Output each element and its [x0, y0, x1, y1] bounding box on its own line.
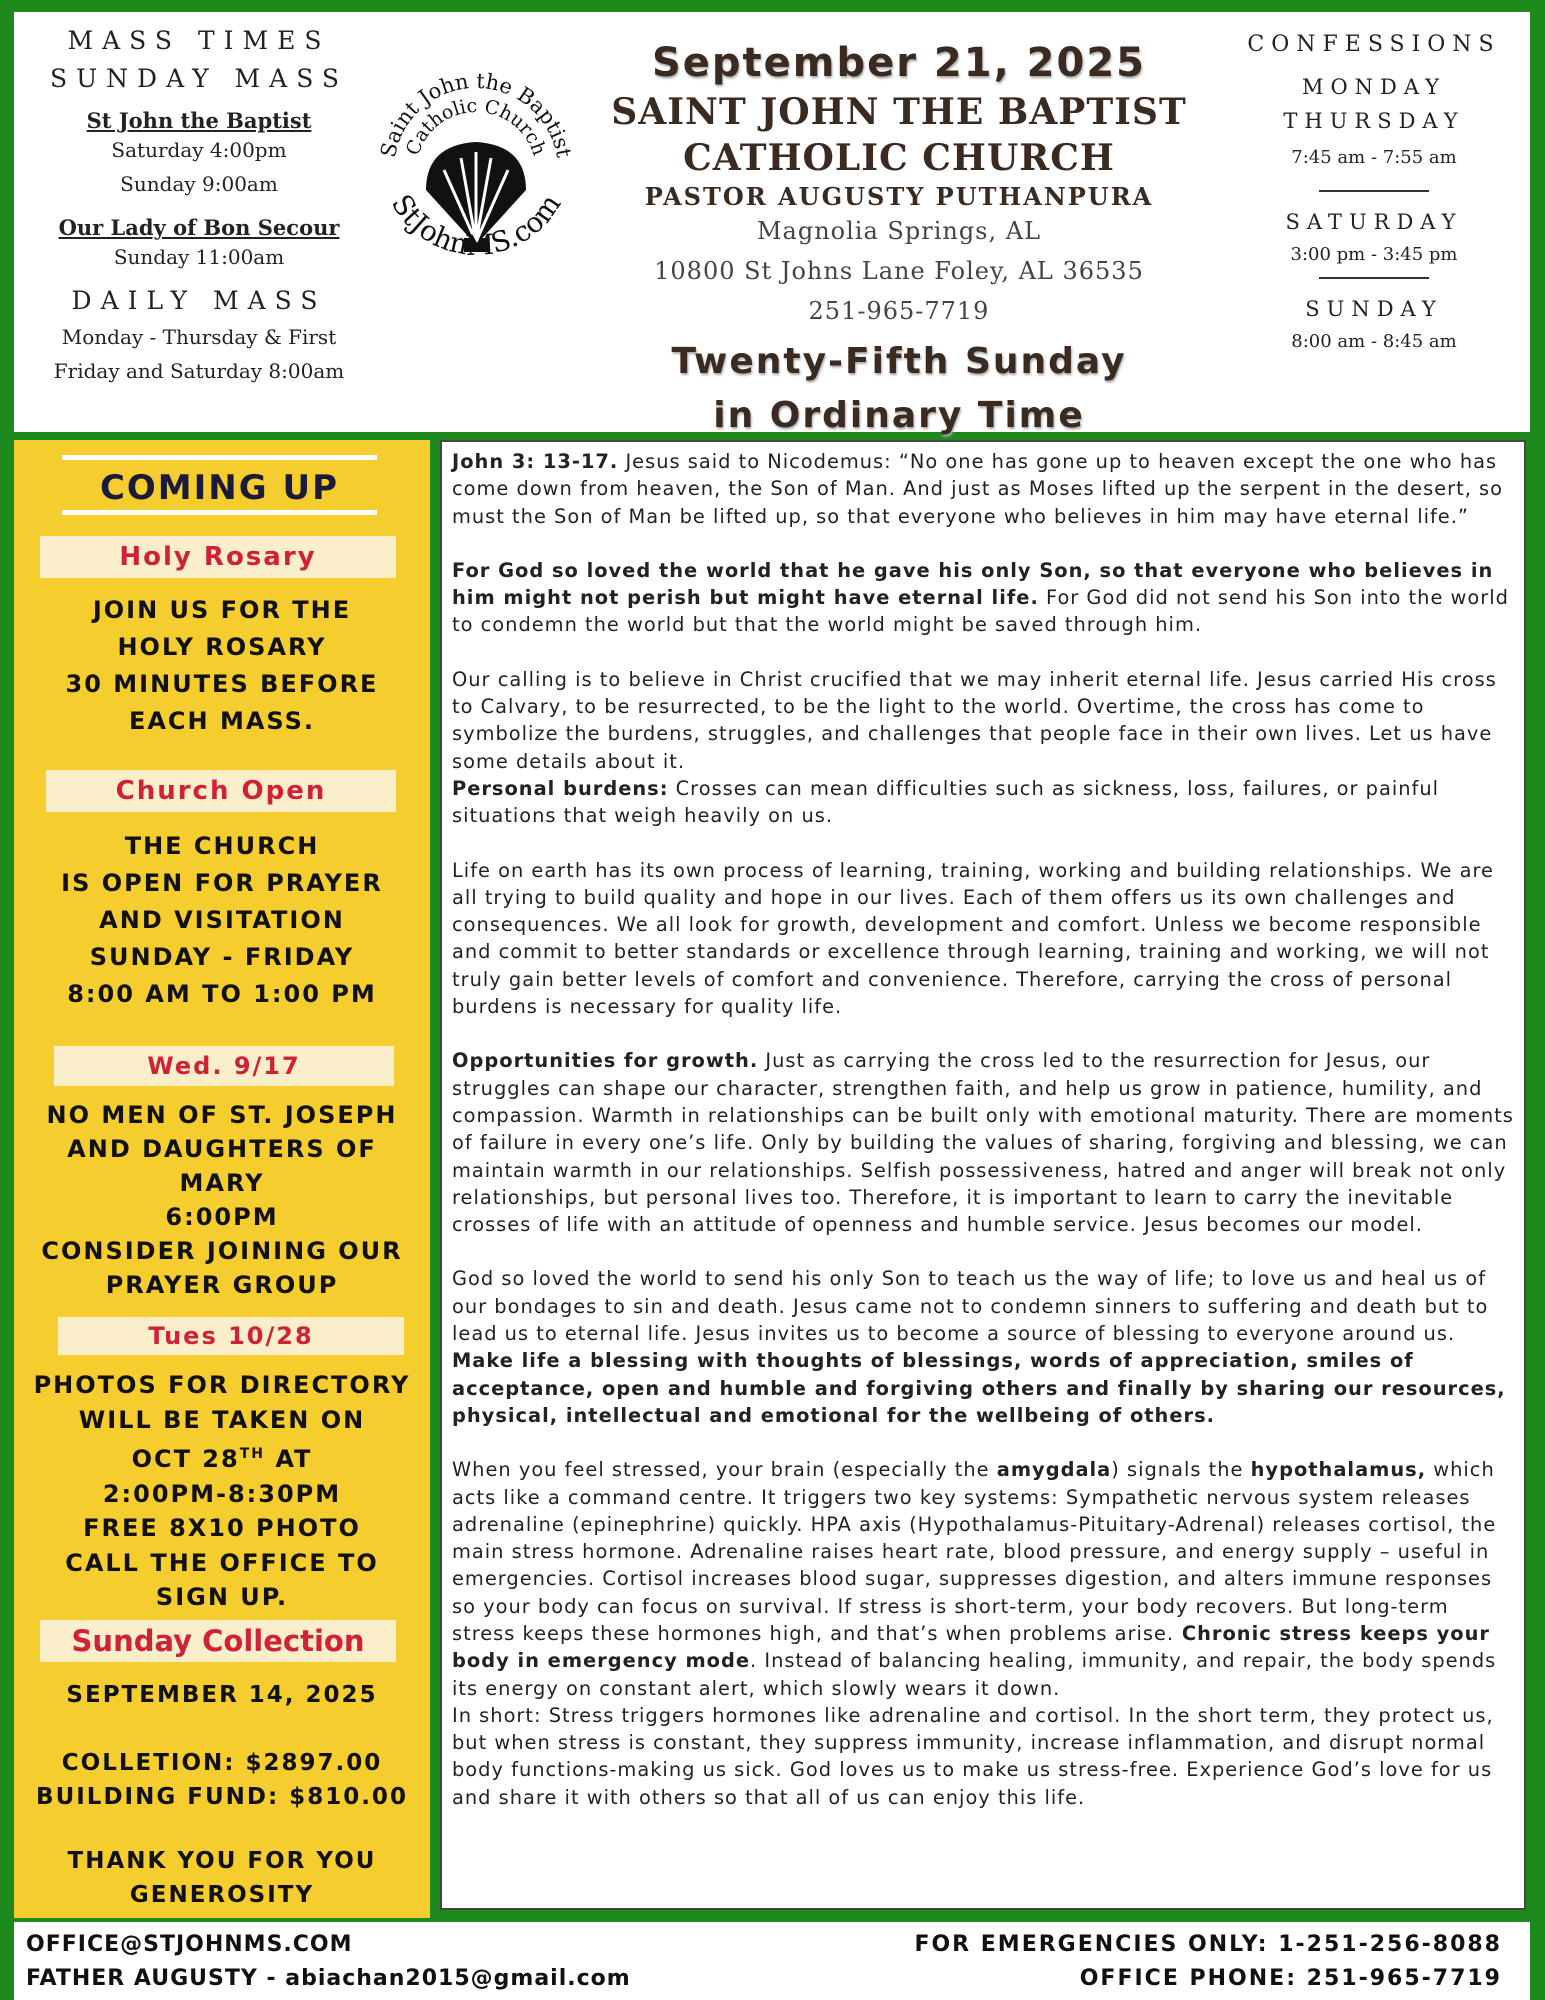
confessions-heading: CONFESSIONS [1247, 32, 1501, 57]
father-email[interactable]: FATHER AUGUSTY - abiachan2015@gmail.com [26, 1966, 631, 1991]
coming-up-box [62, 455, 377, 515]
daily-time-1: Monday - Thursday & First [61, 325, 337, 349]
logo-arc-text-2: Catholic Church [401, 94, 551, 159]
mass-times-heading: MASS TIMES [67, 26, 331, 55]
liturgical-day-2: in Ordinary Time [713, 395, 1085, 436]
collection-amounts [14, 1746, 430, 1814]
logo-arc-text: Saint John the Baptist [375, 68, 576, 160]
article-para-2: For God so loved the world that he gave his only Son, so that everyone who believes in him might not perish but might have eternal life. For God did not send his Son into the world to condemn the world but that the world might be saved through him. [452, 558, 1509, 637]
logo-site-text: StJohnMS.com [384, 188, 568, 263]
divider [1319, 277, 1429, 279]
office-phone[interactable]: OFFICE PHONE: 251-965-7719 [1079, 1966, 1502, 1991]
coming-up-title: COMING UP [99, 468, 340, 508]
bulletin-date: September 21, 2025 [651, 40, 1147, 86]
article-para-8: When you feel stressed, your brain (especially the amygdala) signals the hypothalamus, which acts like a command centre. It triggers two key systems: Sympathetic nervous system releases adrenaline (epinephrine) quickly. HPA axis (Hypothalamus-Pituitary-Adrenal) releases cortisol, the main stress hormone. Adrenaline raises heart rate, blood pressure, and energy supply – useful in emergencies. Cortisol increases blood sugar, suppresses digestion, and alters immune responses so your body can focus on survival. If stress is short-term, your body recovers. But long-term stress keeps these hormones high, and that’s when problems arise. Chronic stress keeps your body in emergency mode. Instead of balancing healing, immunity, and repair, the body spends its energy on constant alert, which slowly wears it down. [452, 1458, 1497, 1700]
tues-label: Tues 10/28 [58, 1317, 404, 1355]
tues-text: PHOTOS FOR DIRECTORY WILL BE TAKEN ON OCT 28TH AT 2:00PM-8:30PM FREE 8X10 PHOTO CALL THE OFFICE TO SIGN UP. [33, 1371, 411, 1611]
confession-day-thursday: THURSDAY [1283, 109, 1465, 133]
confessions-panel [1224, 32, 1524, 352]
article-para-3: Our calling is to believe in Christ crucified that we may inherit eternal life. Jesus carried His cross to Calvary, to be resurrected, to be the light to the world. Overtime, the cross has come to symbolize the burdens, struggles, and challenges that people face in their own lives. Let us have some details about it. [452, 667, 1497, 773]
divider [1319, 190, 1429, 192]
rosary-text: JOIN US FOR THE HOLY ROSARY 30 MINUTES BEFORE EACH MASS. [65, 596, 379, 735]
emergency-phone[interactable]: FOR EMERGENCIES ONLY: 1-251-256-8088 [914, 1932, 1502, 1957]
church-name-line1: SAINT JOHN THE BAPTIST [611, 91, 1187, 133]
church2-name: Our Lady of Bon Secour [58, 215, 340, 240]
church1-time-2: Sunday 9:00am [120, 172, 278, 196]
church-logo [366, 60, 586, 280]
confession-day-monday: MONDAY [1301, 75, 1447, 99]
church-name-line2: CATHOLIC CHURCH [683, 137, 1115, 179]
church1-name: St John the Baptist [86, 108, 312, 133]
collection-amount: COLLETION: $2897.00 [61, 1750, 383, 1776]
church-open-text: THE CHURCH IS OPEN FOR PRAYER AND VISITATION SUNDAY - FRIDAY 8:00 AM TO 1:00 PM [61, 832, 383, 1008]
liturgical-day-1: Twenty-Fifth Sunday [671, 341, 1127, 382]
confession-time-2: 3:00 pm - 3:45 pm [1290, 244, 1458, 265]
office-email[interactable]: OFFICE@STJOHNMS.COM [26, 1932, 353, 1957]
wed-text: NO MEN OF ST. JOSEPH AND DAUGHTERS OF MARY 6:00PM CONSIDER JOINING OUR PRAYER GROUP [41, 1101, 403, 1299]
article-para-9: In short: Stress triggers hormones like adrenaline and cortisol. In the short term, they protect us, but when stress is constant, they suppress immunity, increase inflammation, and disrupt normal body functions-making us sick. God loves us to make us stress-free. Experience God’s love for us and share it with others so that all of us can enjoy this life. [452, 1703, 1494, 1809]
thank-you-text: THANK YOU FOR YOU GENEROSITY [67, 1848, 377, 1908]
article-para-6: Opportunities for growth. Just as carrying the cross led to the resurrection for Jesus, our struggles can shape our character, strengthen faith, and help us grow in patience, humility, and compassion. Warmth in relationships can be built only with emotional maturity. There are moments of failure in every one’s life. Only by building the values of sharing, forgiving and blessing, we can maintain warmth in our relationships. Selfish possessiveness, hatred and anger will break not only relationships, but personal lives too. Therefore, it is important to learn to carry the inevitable crosses of life with an attitude of openness and humble service. Jesus becomes our model. [452, 1049, 1514, 1237]
church-phone: 251-965-7719 [808, 297, 990, 325]
footer [14, 1922, 1530, 2000]
article-para-4: Personal burdens: Crosses can mean difficulties such as sickness, loss, failures, or painful situations that weigh heavily on us. [452, 776, 1440, 828]
article-para-7: God so loved the world to send his only Son to teach us the way of life; to love us and heal us of our bondages to sin and death. Jesus came not to condemn sinners to suffering and death but to lead us to eternal life. Jesus invites us to become a source of blessing to everyone around us. Make life a blessing with thoughts of blessings, words of appreciation, smiles of acceptance, open and humble and forgiving others and finally by sharing our resources, physical, intellectual and emotional for the wellbeing of others. [452, 1267, 1506, 1427]
confession-time-3: 8:00 am - 8:45 am [1291, 331, 1457, 352]
article-para-5: Life on earth has its own process of learning, training, working and building relationships. We are all trying to build quality and hope in our lives. Each of them offers us its own challenges and consequences. We all look for growth, development and comfort. Unless we become responsible and commit to better standards or excellence through learning, training and working, we will not truly gain better levels of comfort and convenience. Therefore, carrying the cross of personal burdens is necessary for quality life. [452, 858, 1494, 1019]
pastor-name: PASTOR AUGUSTY PUTHANPURA [644, 182, 1154, 211]
header [14, 12, 1530, 436]
coming-up-sidebar [14, 440, 430, 1918]
church-address: 10800 St Johns Lane Foley, AL 36535 [654, 257, 1144, 285]
church1-time-1: Saturday 4:00pm [111, 138, 287, 162]
rosary-label: Holy Rosary [40, 536, 396, 578]
collection-label: Sunday Collection [40, 1620, 396, 1662]
building-fund-amount: BUILDING FUND: $810.00 [36, 1784, 408, 1810]
church-info [579, 22, 1219, 443]
sunday-mass-heading: SUNDAY MASS [49, 64, 349, 93]
church2-time-1: Sunday 11:00am [113, 245, 285, 269]
wed-label: Wed. 9/17 [54, 1046, 394, 1086]
confession-day-sunday: SUNDAY [1305, 297, 1443, 321]
mass-times-panel [14, 22, 384, 388]
church-open-label: Church Open [46, 770, 396, 812]
confession-day-saturday: SATURDAY [1285, 210, 1463, 234]
reflection-article [440, 440, 1526, 1910]
article-para-1: John 3: 13-17. Jesus said to Nicodemus: “No one has gone up to heaven except the one who has come down from heaven, the Son of Man. And just as Moses lifted up the serpent in the desert, so must the Son of Man be lifted up, so that everyone who believes in him may have eternal life.” [452, 450, 1503, 528]
church-city: Magnolia Springs, AL [756, 217, 1042, 245]
confession-time-1: 7:45 am - 7:55 am [1291, 147, 1457, 168]
daily-time-2: Friday and Saturday 8:00am [53, 359, 345, 383]
collection-date: SEPTEMBER 14, 2025 [66, 1682, 378, 1708]
daily-mass-heading: DAILY MASS [71, 286, 327, 315]
